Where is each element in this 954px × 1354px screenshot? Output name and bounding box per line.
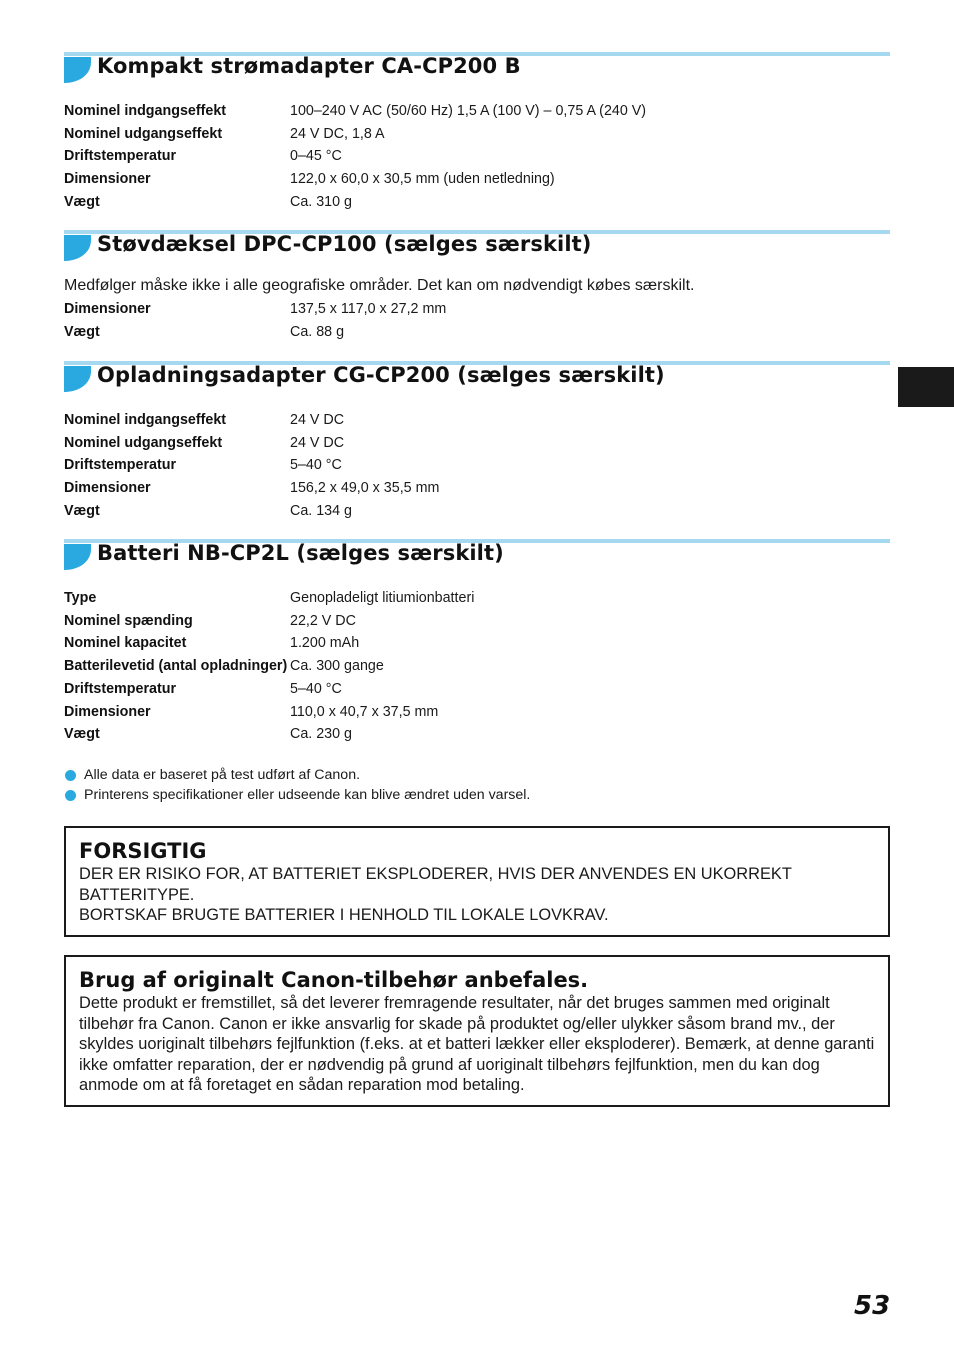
- spec-value: 0–45 °C: [290, 148, 342, 165]
- table-row: [64, 632, 474, 655]
- spec-label: Type: [64, 590, 97, 606]
- spec-table: [64, 587, 474, 746]
- table-row: [64, 168, 646, 191]
- spec-label: Nominel indgangseffekt: [64, 412, 227, 428]
- spec-value: 5–40 °C: [290, 680, 342, 697]
- table-row: [64, 321, 446, 344]
- spec-label: Batterilevetid (antal opladninger): [64, 658, 288, 675]
- list-item: [64, 786, 530, 806]
- table-row: [64, 701, 474, 724]
- list-item: [64, 766, 530, 786]
- section-title: Opladningsadapter CG-CP200 (sælges særskilt): [97, 363, 665, 387]
- table-row: [64, 587, 474, 610]
- spec-value: Ca. 310 g: [290, 193, 352, 210]
- spec-value: 24 V DC: [290, 434, 345, 451]
- chapter-tab-marker: [898, 367, 954, 407]
- spec-value: 137,5 x 117,0 x 27,2 mm: [290, 301, 447, 317]
- section-title: Batteri NB-CP2L (sælges særskilt): [97, 541, 504, 565]
- spec-label: Nominel udgangseffekt: [64, 125, 223, 142]
- table-row: [64, 123, 646, 146]
- spec-value: Ca. 88 g: [290, 323, 345, 340]
- section-title: Støvdæksel DPC-CP100 (sælges særskilt): [97, 232, 592, 256]
- section-marker-icon: [64, 366, 91, 392]
- section-marker-icon: [64, 57, 91, 83]
- bullet-dot-icon: [65, 790, 76, 801]
- spec-table: [64, 298, 446, 343]
- caution-title: FORSIGTIG: [79, 839, 207, 863]
- notes-list: [64, 766, 530, 805]
- note-text: Alle data er baseret på test udført af Canon.: [84, 767, 361, 783]
- table-row: [64, 655, 474, 678]
- section-note: Medfølger måske ikke i alle geografiske områder. Det kan om nødvendigt købes særskilt.: [64, 277, 695, 294]
- table-row: [64, 298, 446, 321]
- spec-label: Dimensioner: [64, 480, 151, 497]
- spec-value: 1.200 mAh: [290, 635, 360, 652]
- spec-value: 122,0 x 60,0 x 30,5 mm (uden netledning): [290, 171, 555, 188]
- table-row: [64, 454, 439, 477]
- table-row: [64, 610, 474, 633]
- recommendation-title: Brug af originalt Canon-tilbehør anbefales.: [79, 968, 589, 992]
- spec-label: Dimensioner: [64, 171, 151, 188]
- section-marker-icon: [64, 544, 91, 570]
- page-number: 53: [854, 1291, 891, 1321]
- table-row: [64, 477, 439, 500]
- recommendation-text: Dette produkt er fremstillet, så det leverer fremragende resultater, når det bruges sammen med originalt tilbehør fra Canon. Canon er ikke ansvarlig for skade på produktet og/eller ulykker såsom brand mv., der skyldes uoriginalt tilbehørs fejlfunktion (f.eks. at et batteri lækker eller eksploderer). Bemærk, at denne garanti ikke omfatter reparation, der er nødvendig på grund af uoriginalt tilbehørs fejlfunktion, men du kan dog anmode om at få foretaget en sådan reparation mod betaling.: [79, 994, 875, 1094]
- spec-value: 156,2 x 49,0 x 35,5 mm: [290, 480, 440, 497]
- spec-table: [64, 100, 646, 214]
- table-row: [64, 678, 474, 701]
- section-marker-icon: [64, 235, 91, 261]
- spec-value: 22,2 V DC: [290, 612, 356, 629]
- spec-label: Driftstemperatur: [64, 680, 177, 697]
- spec-label: Nominel udgangseffekt: [64, 434, 223, 451]
- spec-label: Dimensioner: [64, 703, 151, 720]
- spec-value: 24 V DC: [290, 412, 345, 428]
- spec-label: Nominel indgangseffekt: [64, 103, 227, 119]
- spec-value: Genopladeligt litiumionbatteri: [290, 590, 475, 606]
- table-row: [64, 432, 439, 455]
- spec-label: Vægt: [64, 502, 100, 519]
- spec-label: Driftstemperatur: [64, 457, 177, 474]
- spec-label: Vægt: [64, 726, 100, 743]
- spec-value: Ca. 230 g: [290, 726, 352, 743]
- spec-label: Nominel spænding: [64, 612, 193, 629]
- table-row: [64, 409, 439, 432]
- spec-value: 5–40 °C: [290, 457, 342, 474]
- caution-line: DER ER RISIKO FOR, AT BATTERIET EKSPLODERER, HVIS DER ANVENDES EN UKORREKT BATTERITYPE.: [79, 865, 792, 904]
- spec-label: Dimensioner: [64, 301, 151, 317]
- recommendation-box: [64, 955, 890, 1107]
- table-row: [64, 191, 646, 214]
- caution-line: BORTSKAF BRUGTE BATTERIER I HENHOLD TIL LOKALE LOVKRAV.: [79, 906, 609, 924]
- table-row: [64, 145, 646, 168]
- table-row: [64, 100, 646, 123]
- bullet-dot-icon: [65, 770, 76, 781]
- spec-label: Driftstemperatur: [64, 148, 177, 165]
- section-title: Kompakt strømadapter CA-CP200 B: [97, 54, 521, 78]
- spec-value: Ca. 134 g: [290, 502, 352, 519]
- spec-value: 100–240 V AC (50/60 Hz) 1,5 A (100 V) – 0,75 A (240 V): [290, 103, 647, 119]
- spec-table: [64, 409, 439, 523]
- spec-value: 110,0 x 40,7 x 37,5 mm: [290, 703, 439, 720]
- spec-label: Nominel kapacitet: [64, 635, 187, 652]
- table-row: [64, 500, 439, 523]
- table-row: [64, 723, 474, 746]
- spec-label: Vægt: [64, 323, 100, 340]
- note-text: Printerens specifikationer eller udseende kan blive ændret uden varsel.: [84, 786, 531, 803]
- spec-value: Ca. 300 gange: [290, 658, 384, 675]
- caution-box: [64, 826, 890, 937]
- spec-value: 24 V DC, 1,8 A: [290, 125, 385, 142]
- spec-label: Vægt: [64, 193, 100, 210]
